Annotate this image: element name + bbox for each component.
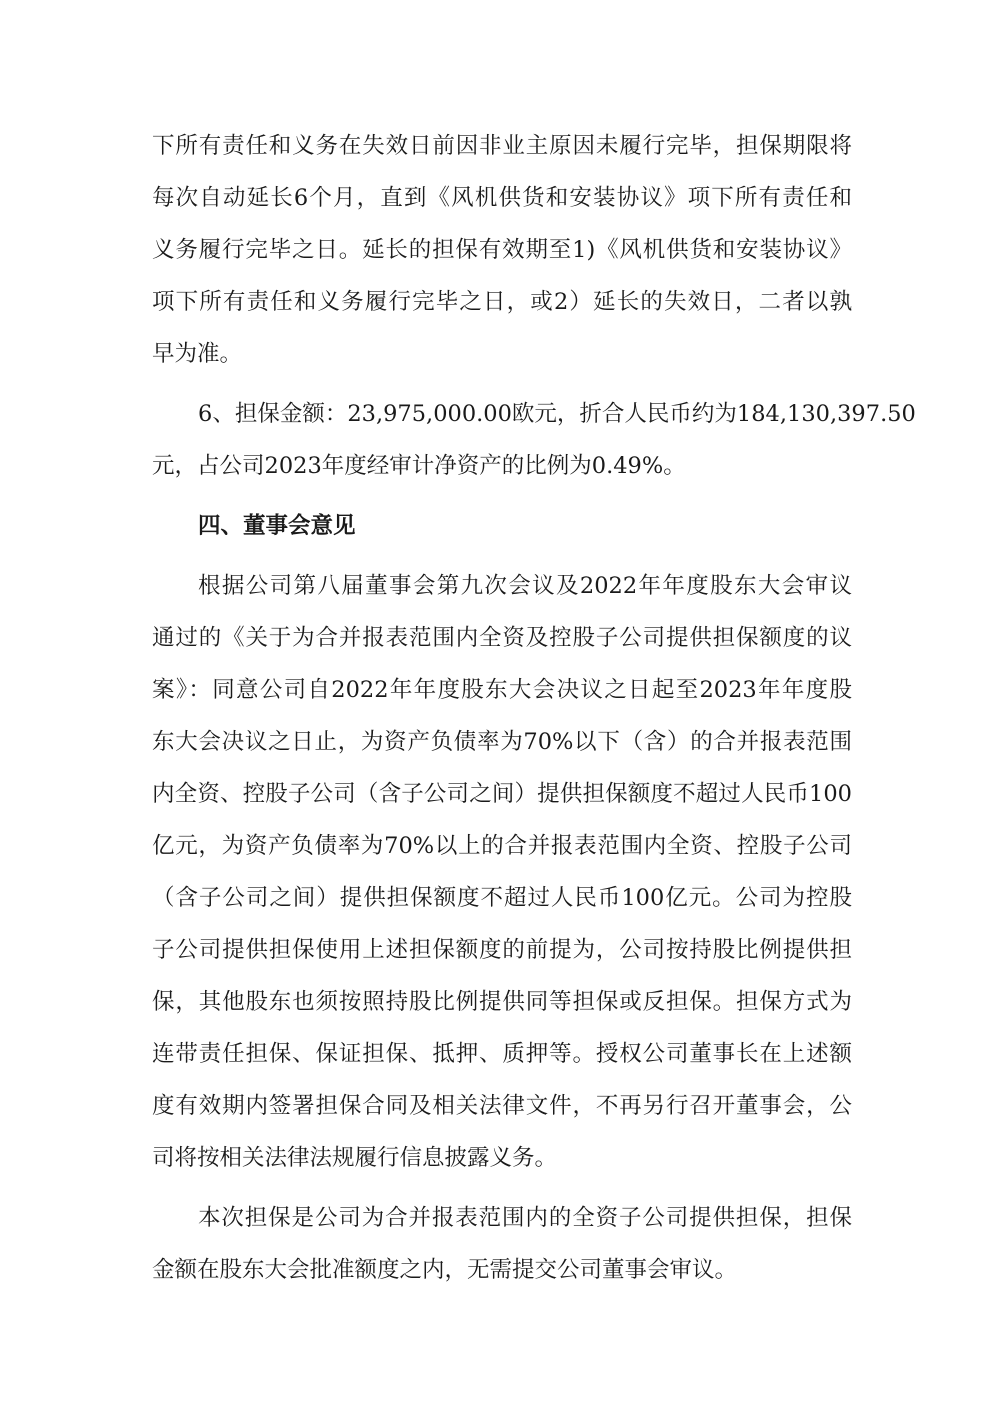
section-heading: 四、董事会意见 [198, 513, 356, 539]
text-line: 子公司提供担保使用上述担保额度的前提为，公司按持股比例提供担 [152, 937, 852, 963]
paragraph-conclusion [152, 1192, 852, 1296]
text-line: 项下所有责任和义务履行完毕之日，或2）延长的失效日，二者以孰 [152, 289, 852, 315]
text-line: 义务履行完毕之日。延长的担保有效期至1)《风机供货和安装协议》 [152, 237, 852, 263]
text-line: 度有效期内签署担保合同及相关法律文件，不再另行召开董事会，公 [152, 1093, 852, 1119]
paragraph-guarantee-amount [152, 388, 916, 492]
text-line: 案》：同意公司自2022年年度股东大会决议之日起至2023年年度股 [152, 677, 852, 703]
text-line: 保，其他股东也须按照持股比例提供同等担保或反担保。担保方式为 [152, 989, 852, 1015]
text-line: 内全资、控股子公司（含子公司之间）提供担保额度不超过人民币100 [152, 781, 852, 807]
text-line: 下所有责任和义务在失效日前因非业主原因未履行完毕，担保期限将 [152, 133, 852, 159]
text-line: 金额在股东大会批准额度之内，无需提交公司董事会审议。 [152, 1257, 738, 1283]
text-line: 本次担保是公司为合并报表范围内的全资子公司提供担保，担保 [198, 1205, 852, 1231]
text-line: 东大会决议之日止，为资产负债率为70%以下（含）的合并报表范围 [152, 729, 852, 755]
body-text [152, 120, 916, 1296]
paragraph-guarantee-period [152, 120, 852, 380]
paragraph-board-resolution [152, 560, 852, 1184]
text-line: 连带责任担保、保证担保、抵押、质押等。授权公司董事长在上述额 [152, 1041, 852, 1067]
section-heading-board-opinion [152, 500, 852, 552]
text-line: （含子公司之间）提供担保额度不超过人民币100亿元。公司为控股 [152, 885, 852, 911]
text-line: 元，占公司2023年度经审计净资产的比例为0.49%。 [152, 453, 686, 479]
text-line: 6、担保金额：23,975,000.00欧元，折合人民币约为184,130,397.50 [198, 401, 916, 427]
text-line: 亿元，为资产负债率为70%以上的合并报表范围内全资、控股子公司 [152, 833, 852, 859]
text-line: 每次自动延长6个月，直到《风机供货和安装协议》项下所有责任和 [152, 185, 852, 211]
text-line: 根据公司第八届董事会第九次会议及2022年年度股东大会审议 [198, 573, 852, 599]
text-line: 通过的《关于为合并报表范围内全资及控股子公司提供担保额度的议 [152, 625, 852, 651]
text-line: 司将按相关法律法规履行信息披露义务。 [152, 1145, 558, 1171]
text-line: 早为准。 [152, 341, 243, 367]
